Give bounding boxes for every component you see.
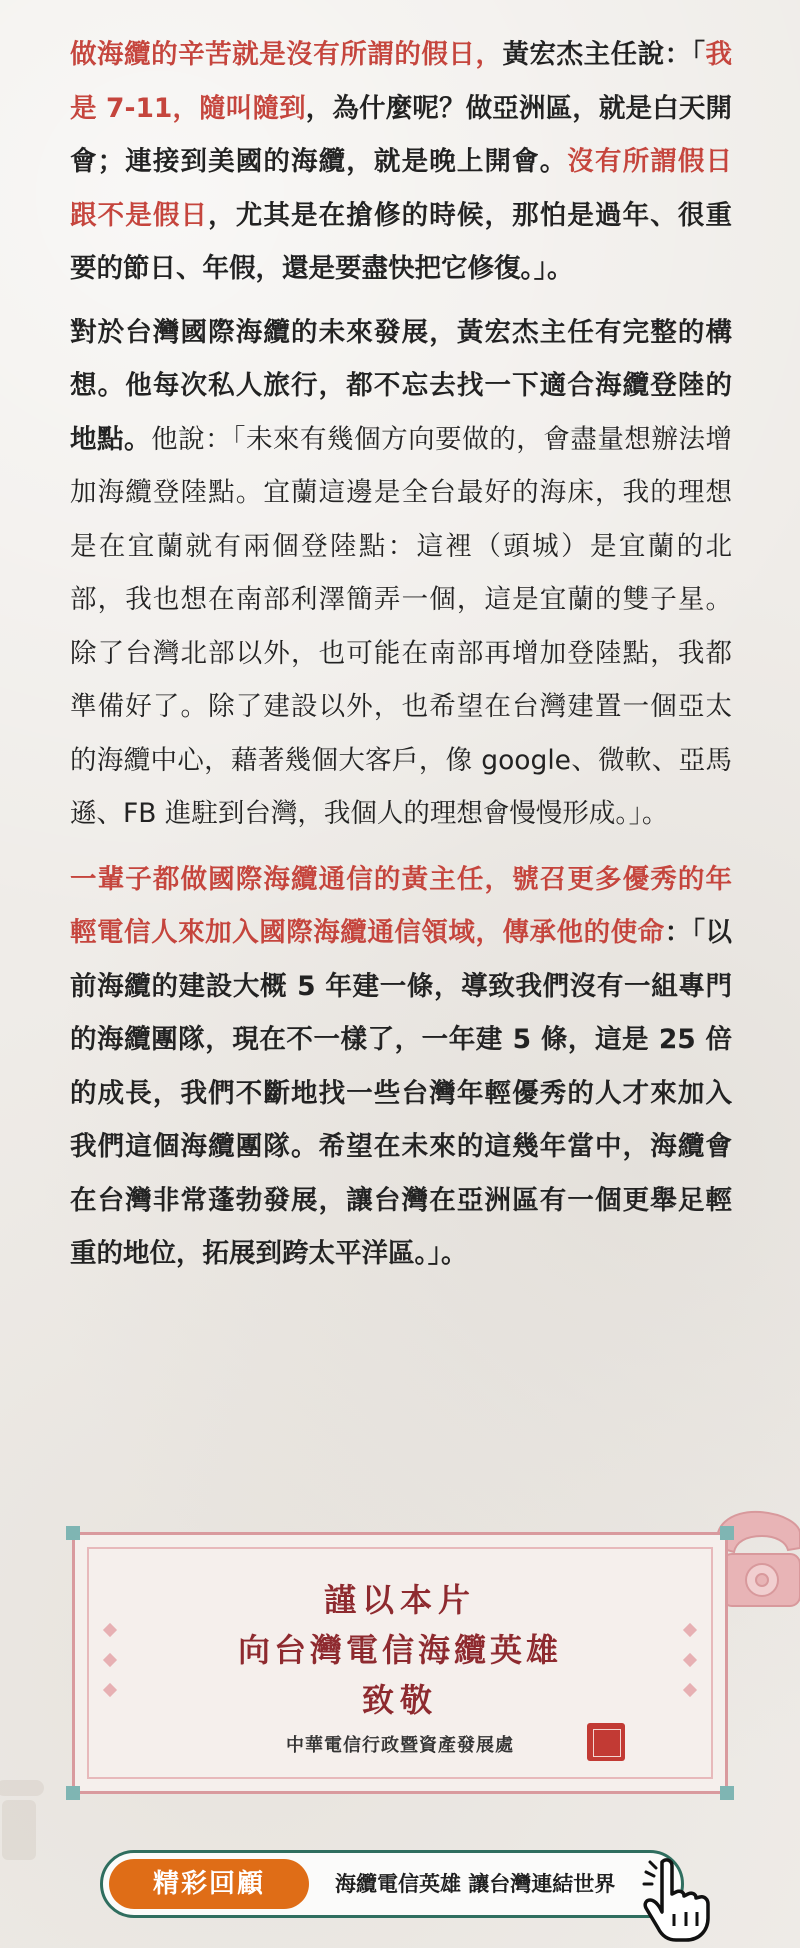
article-body [70,28,732,1281]
p1-text-c: ，尤其是在搶修的時候，那怕是過年、很重要的節日、年假，還是要盡快把它修復。」。 [70,199,733,284]
paragraph-2 [70,306,732,841]
p1-text-a: 黃宏杰主任說：「 [502,39,706,70]
tribute-line-1: 謹以本片 [323,1581,476,1619]
pointing-hand-icon [640,1856,720,1944]
tribute-organization: 中華電信行政暨資產發展處 [286,1735,514,1756]
review-link[interactable] [100,1850,684,1918]
p1-text-b: ，為什麼呢？做亞洲區，就是白天開會；連接到美國的海纜，就是晚上開會。 [70,92,733,177]
tribute-card [72,1532,728,1794]
p1-quote: 我是 7-11，隨叫隨到 [70,39,732,124]
telephone-icon [0,1760,56,1870]
review-tag: 精彩回顧 [109,1859,309,1909]
paragraph-3 [70,853,732,1281]
p3-text: ：「以前海纜的建設大概 5 年建一條，導致我們沒有一組專門的海纜團隊，現在不一樣了，一年建 5 條，這是 25 倍的成長，我們不斷地找一些台灣年輕優秀的人才來加入我們這個海纜團隊。希望在未來的這幾年當中，海纜會在台灣非常蓬勃發展，讓台灣在亞洲區有一個更舉足輕重的地位，拓展到跨太平洋區。」。 [70,917,732,1269]
frame-corner [66,1526,80,1540]
review-title: 海纜電信英雄 讓台灣連結世界 [335,1872,616,1896]
p1-lead: 做海纜的辛苦就是沒有所謂的假日， [70,39,503,70]
frame-corner [720,1526,734,1540]
tribute-line-2: 向台灣電信海纜英雄 [237,1631,562,1669]
frame-corner [66,1786,80,1800]
tribute-line-3: 致敬 [361,1681,438,1719]
seal-stamp-icon [587,1723,625,1761]
p2-text: 他說：「未來有幾個方向要做的，會盡量想辦法增加海纜登陸點。宜蘭這邊是全台最好的海床，我的理想是在宜蘭就有兩個登陸點：這裡（頭城）是宜蘭的北部，我也想在南部利澤簡弄一個，這是宜蘭的雙子星。除了台灣北部以外，也可能在南部再增加登陸點，我都準備好了。除了建設以外，也希望在台灣建置一個亞太的海纜中心，藉著幾個大客戶，像 google、微軟、亞馬遜、FB 進駐到台灣，我個人的理想會慢慢形成。」。 [70,423,732,829]
frame-corner [720,1786,734,1800]
paragraph-1 [70,28,732,296]
p3-lead: 一輩子都做國際海纜通信的黃主任，號召更多優秀的年輕電信人來加入國際海纜通信領域，傳承他的使命 [70,863,732,948]
p1-highlight: 沒有所謂假日跟不是假日 [70,146,733,231]
p2-lead: 對於台灣國際海纜的未來發展，黃宏杰主任有完整的構想。他每次私人旅行，都不忘去找一下適合海纜登陸的地點。 [70,316,732,455]
